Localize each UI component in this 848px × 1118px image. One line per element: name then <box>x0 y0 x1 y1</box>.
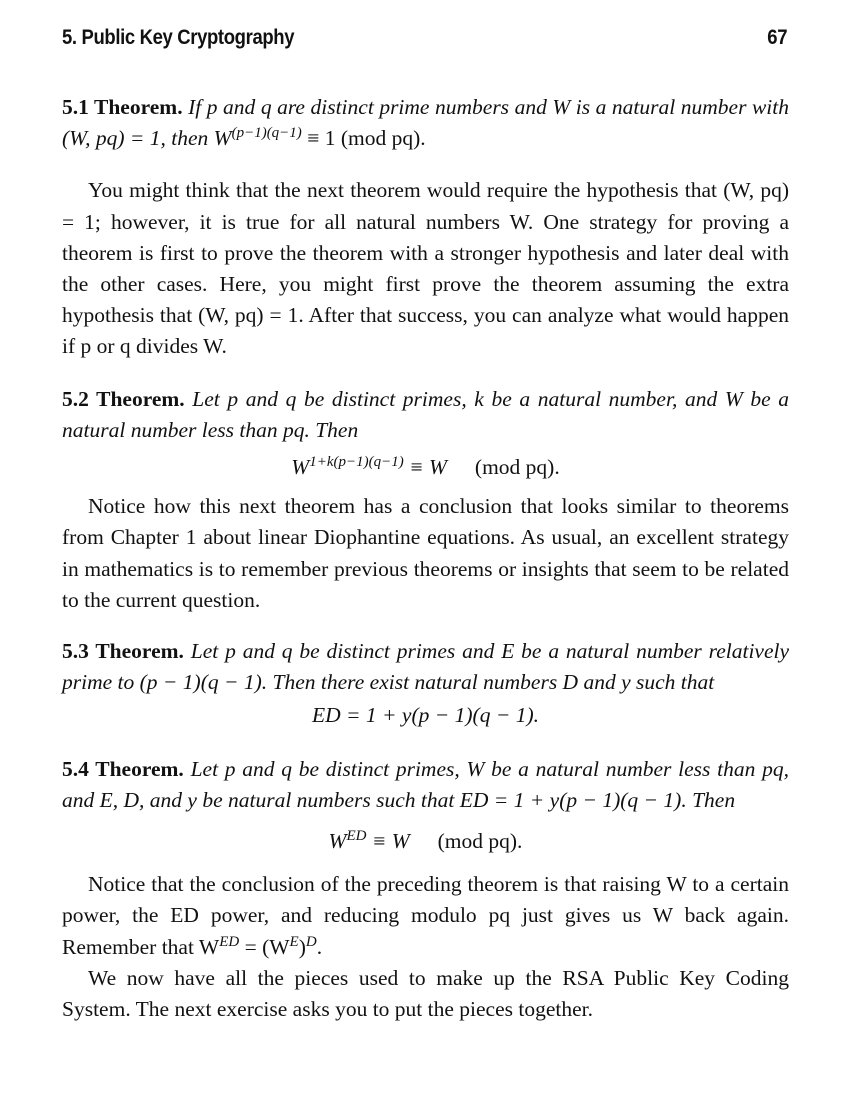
theorem-text: Let p and q be distinct primes, k be a natural number, and W be a natural number less than pq. Then <box>62 386 789 442</box>
theorem-label: 5.3 Theorem. <box>62 639 184 664</box>
exponent: (p−1)(q−1) <box>231 124 302 141</box>
page-body <box>62 92 789 1025</box>
theorem-label: 5.4 Theorem. <box>62 756 184 781</box>
theorem-5-1 <box>62 92 789 154</box>
display-equation: $W^{1+k(p-1)(q-1)} \equiv W$ (mod pq). <box>291 453 560 480</box>
theorem-5-2 <box>62 384 789 446</box>
running-header <box>62 26 787 56</box>
paragraph: We now have all the pieces used to make up the RSA Public Key Coding System. The next exercise asks you to put the pieces together. <box>62 965 789 1022</box>
display-equation: ED = 1 + y(p − 1)(q − 1). <box>312 703 539 728</box>
display-equation: $W^{ED} \equiv W$ (mod pq). <box>328 827 523 854</box>
theorem-5-3 <box>62 636 789 698</box>
paragraph: You might think that the next theorem would require the hypothesis that (W, pq) = 1; however, it is true for all natural numbers W. One strategy for proving a theorem is first to prove the theorem with a stronger hypothesis and later deal with the other cases. Here, you might first prove the theorem assuming the extra hypothesis that (W, pq) = 1. After that success, you can analyze what would happen if p or q divides W. <box>62 178 789 359</box>
chapter-title: 5. Public Key Cryptography <box>62 26 295 49</box>
theorem-label: 5.2 Theorem. <box>62 386 185 411</box>
theorem-text: Let p and q be distinct primes and E be a natural number relatively prime to (p − 1)(q − 1). Then there exist natural numbers D and y such that <box>62 639 790 695</box>
theorem-label: 5.1 Theorem. <box>62 95 183 119</box>
theorem-5-4 <box>62 754 789 816</box>
theorem-text: If p and q are distinct prime numbers and W is a natural number with (W, pq) = 1, then $W^{(p-1)(q-1)} \equiv 1$ (mod pq). <box>62 95 790 151</box>
paragraph: Notice how this next theorem has a conclusion that looks similar to theorems from Chapter 1 about linear Diophantine equations. As usual, an excellent strategy in mathematics is to remember previous theorems or insights that seem to be related to the current question. <box>62 494 789 612</box>
page-number: 67 <box>767 26 788 49</box>
theorem-text: Let p and q be distinct primes, W be a natural number less than pq, and E, D, and y be natural numbers such that ED = 1 + y(p − 1)(q − 1). Then <box>62 756 790 812</box>
paragraph: Notice that the conclusion of the preceding theorem is that raising W to a certain power, the ED power, and reducing modulo pq just gives us W back again. Remember that $W^{ED} = (W^E)^D$. <box>62 872 789 959</box>
